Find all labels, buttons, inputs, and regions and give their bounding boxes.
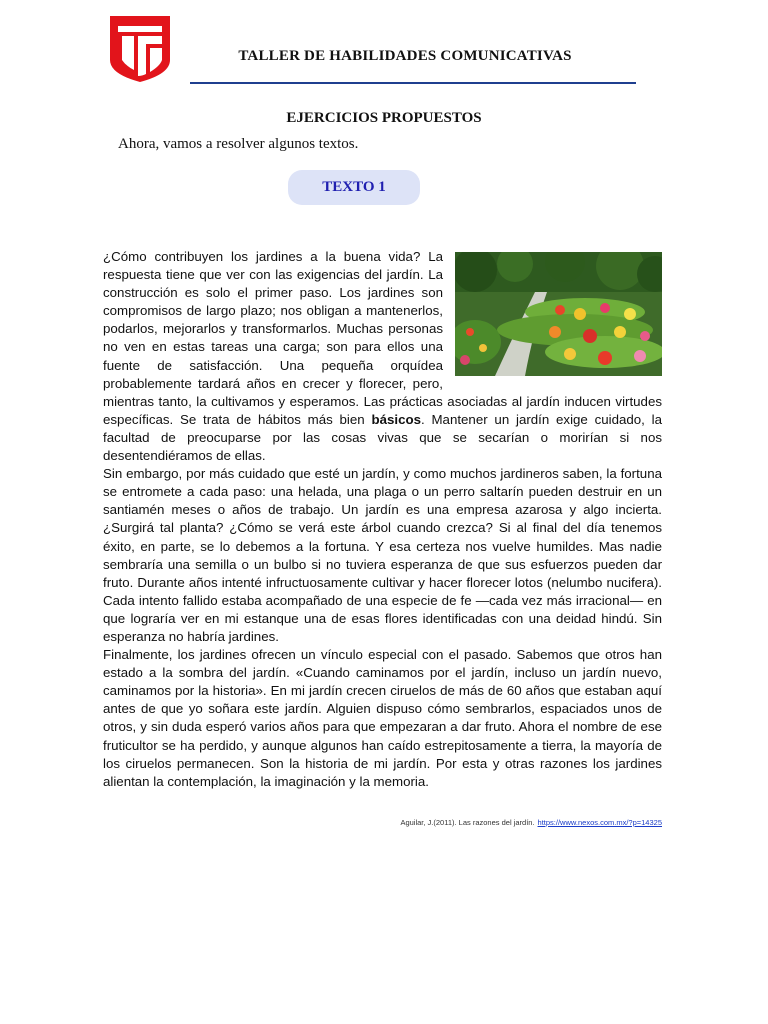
section-title: EJERCICIOS PROPUESTOS: [286, 110, 482, 126]
header-divider: [190, 82, 636, 84]
garden-photo: [455, 252, 662, 376]
paragraph-3: Finalmente, los jardines ofrecen un vínculo especial con el pasado. Sabemos que otros han estado a la sombra del jardín. «Cuando caminamos por el jardín, incluso un jardín nuevo, caminamos por la historia». En mi jardín crecen ciruelos de más de 60 años que estaban aquí antes de que yo soñara este jardín. Alguien dispuso cómo sembrarlos, espaciados unos de otros, y sin duda esperó varios años para que empezaran a dar fruto. Ahora el nombre de ese fruticultor se ha perdido, y aunque algunos han caído estrepitosamente a tierra, la mayoría de los ciruelos permanecen. Son la historia de mi jardín. Por esta y otras razones los jardines alientan la contemplación, la imaginación y la memoria.: [103, 647, 662, 789]
intro-text: Ahora, vamos a resolver algunos textos.: [118, 136, 359, 152]
paragraph-1-continuation: . Mantener un jardín exige cuidado, la facultad de preocuparse por las cosas vivas que se secarían o morirían si nos desentendiéramos de ellas.: [103, 411, 662, 464]
paragraph-1-text: ¿Cómo contribuyen los jardines a la buena vida? La respuesta tiene que ver con las exigencias del jardín. La construcción es solo el primer paso. Los jardines son compromisos de largo plazo; nos obligan a mantenerlos, podarlos, mejorarlos y transformarlos. Muchas personas no ven en estas tareas una carga; son para ellos una fuente de satisfacción. Una pequeña orquídea probablemente tardará años en crecer y florecer, pero, mientras tanto, la cultivamos y esperamos. Las prácticas asociadas al jardín inducen virtudes específicas. Se trata de hábitos más bien: [103, 249, 662, 427]
text-label: TEXTO 1: [322, 179, 386, 195]
reading-text: [103, 248, 662, 791]
citation: [400, 818, 662, 827]
citation-link[interactable]: https://www.nexos.com.mx/?p=14325: [537, 818, 662, 827]
text-label-badge: [288, 170, 420, 205]
citation-text: Aguilar, J.(2011). Las razones del jardín.: [400, 818, 535, 827]
university-shield-logo-icon: [108, 14, 172, 84]
bold-term: básicos: [371, 411, 421, 427]
paragraph-2: Sin embargo, por más cuidado que esté un jardín, y como muchos jardineros saben, la fortuna se entromete a cada paso: una helada, una plaga o un perro saltarín pueden destruir en un santiamén meses o años de trabajo. Un jardín es una empresa azarosa y algo incierta. ¿Surgirá tal planta? ¿Cómo se verá este árbol cuando crezca? Si al final del día tenemos éxito, en parte, se lo debemos a la fortuna. Y esa certeza nos vuelve humildes. Mas nadie sembraría una semilla o un bulbo si no tuviera esperanza de que sus esfuerzos pueden dar fruto. Durante años intenté infructuosamente cultivar y hacer florecer lotos (nelumbo nucifera). Cada intento fallido estaba acompañado de una especie de fe —cada vez más irracional— en que lograría ver en mi estanque una de esas flores identificadas con una deidad hindú. Sin esperanza no habría jardines.: [103, 466, 662, 644]
document-header-title: TALLER DE HABILIDADES COMUNICATIVAS: [238, 48, 572, 64]
